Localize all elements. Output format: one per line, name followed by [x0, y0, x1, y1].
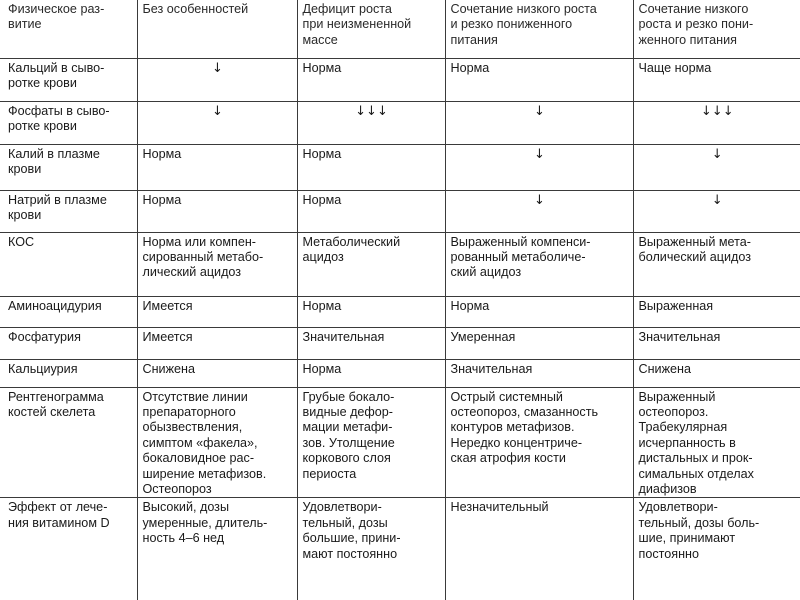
row-label: Натрий в плазме крови [0, 190, 137, 232]
table-row [0, 58, 800, 101]
table-cell: Имеется [137, 327, 297, 359]
row-label: Кальциурия [0, 359, 137, 387]
header-cell: Физическое раз- витие [8, 2, 105, 32]
row-label: Эффект от лече- ния витамином D [0, 498, 137, 600]
row-label: Калий в плазме крови [0, 144, 137, 190]
table-row [0, 232, 800, 296]
header-cell: Дефицит роста при неизмененной массе [297, 0, 445, 58]
table-row [0, 327, 800, 359]
table-cell: Имеется [137, 296, 297, 327]
table-cell: Норма [445, 58, 633, 101]
table-cell: Острый системный остеопороз, смазанность контуров метафизов. Нередко концентриче- ская атрофия кости [445, 387, 633, 498]
table-cell: Норма [297, 58, 445, 101]
table-row [0, 144, 800, 190]
row-label: Фосфаты в сыво- ротке крови [0, 101, 137, 144]
table-cell: Незначительный [445, 498, 633, 600]
row-label: Кальций в сыво- ротке крови [0, 58, 137, 101]
table-cell: Высокий, дозы умеренные, длитель- ность 4–6 нед [137, 498, 297, 600]
table-cell: Выраженный компенси- рованный метаболиче- ский ацидоз [445, 232, 633, 296]
table-cell: Значительная [297, 327, 445, 359]
table-cell: Норма [297, 190, 445, 232]
table-cell: Выраженный остеопороз. Трабекулярная исчерпанность в дистальных и прок- симальных отделах диафизов [633, 387, 800, 498]
table-cell: ↓ [633, 190, 800, 232]
table-cell: Удовлетвори- тельный, дозы боль- шие, принимают постоянно [633, 498, 800, 600]
table-cell: ↓ [137, 101, 297, 144]
table-cell: Норма [445, 296, 633, 327]
table-cell: Выраженный мета- болический ацидоз [633, 232, 800, 296]
table-cell: ↓↓↓ [297, 101, 445, 144]
table-cell: Норма [297, 144, 445, 190]
header-cell: Сочетание низкого роста и резко пониженного питания [445, 0, 633, 58]
table-cell: Грубые бокало- видные дефор- мации метафи- зов. Утолщение коркового слоя периоста [297, 387, 445, 498]
table-cell: ↓ [633, 144, 800, 190]
header-cell: Сочетание низкого роста и резко пони- женного питания [633, 0, 800, 58]
table-cell: ↓ [137, 58, 297, 101]
table-cell: Метаболический ацидоз [297, 232, 445, 296]
table-header-row [0, 0, 800, 58]
table-row [0, 498, 800, 600]
table-cell: Чаще норма [633, 58, 800, 101]
table-cell: Норма или компен- сированный метабо- лический ацидоз [137, 232, 297, 296]
table-row [0, 190, 800, 232]
table-cell: Значительная [445, 359, 633, 387]
table-row [0, 387, 800, 498]
table-cell: Умеренная [445, 327, 633, 359]
header-cell: Без особенностей [137, 0, 297, 58]
table-cell: Норма [137, 144, 297, 190]
table-cell: Снижена [633, 359, 800, 387]
table-row [0, 296, 800, 327]
table-cell: ↓ [445, 190, 633, 232]
table-cell: ↓ [445, 144, 633, 190]
table-row [0, 359, 800, 387]
row-label: КОС [0, 232, 137, 296]
table-cell: Снижена [137, 359, 297, 387]
table-row [0, 101, 800, 144]
table-cell: Выраженная [633, 296, 800, 327]
row-label: Аминоацидурия [0, 296, 137, 327]
table-cell: Норма [297, 296, 445, 327]
table-cell: Норма [297, 359, 445, 387]
table-cell: Норма [137, 190, 297, 232]
table-cell: Отсутствие линии препараторного обызвествления, симптом «факела», бокаловидное рас- ширение метафизов. Остеопороз [137, 387, 297, 498]
table-cell: ↓ [445, 101, 633, 144]
row-label: Фосфатурия [0, 327, 137, 359]
table-cell: ↓↓↓ [633, 101, 800, 144]
table-cell: Удовлетвори- тельный, дозы большие, прини- мают постоянно [297, 498, 445, 600]
table-cell: Значительная [633, 327, 800, 359]
row-label: Рентгенограмма костей скелета [0, 387, 137, 498]
